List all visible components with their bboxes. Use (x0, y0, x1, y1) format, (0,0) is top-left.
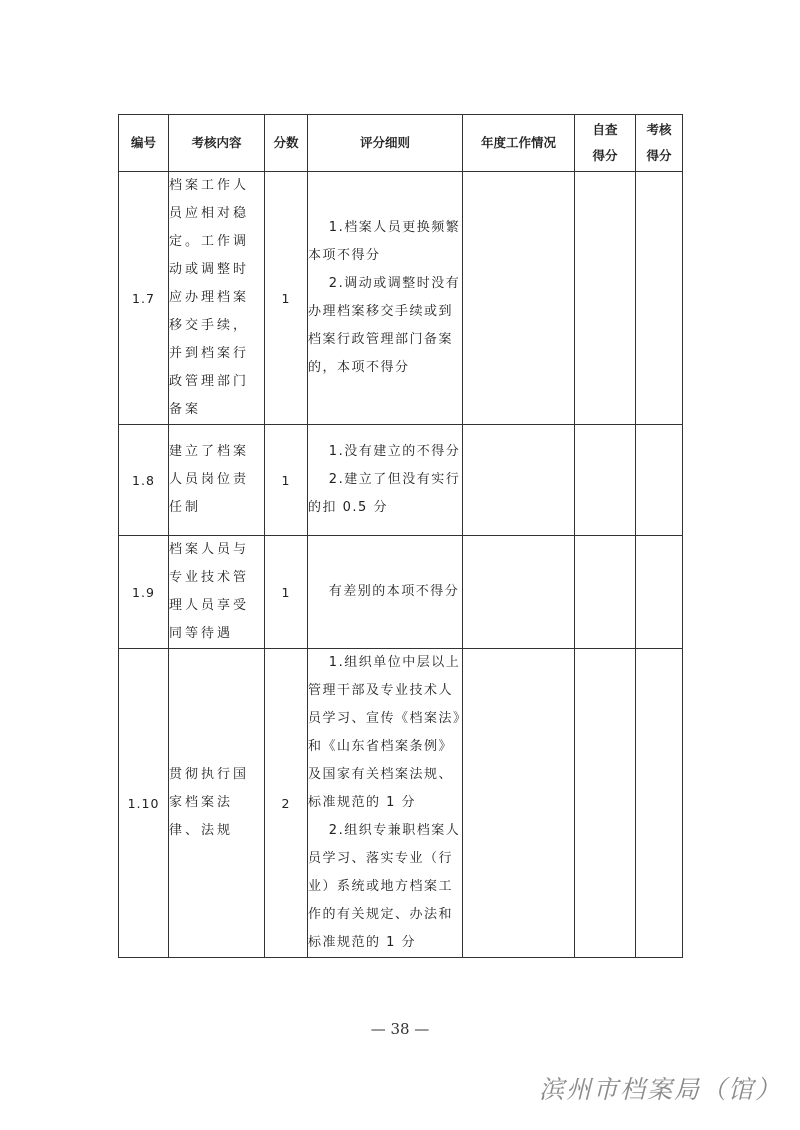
row-number: 1.8 (119, 425, 169, 536)
row-content: 档案工作人员应相对稳定。工作调动或调整时应办理档案移交手续，并到档案行政管理部门备案 (169, 172, 265, 425)
header-audit (636, 115, 683, 172)
annual-work-cell (463, 536, 575, 649)
rule-item: 2.调动或调整时没有办理档案移交手续或到档案行政管理部门备案的，本项不得分 (308, 276, 461, 375)
audit-cell (636, 172, 683, 425)
row-content: 建立了档案人员岗位责任制 (169, 425, 265, 536)
rule-item: 2.建立了但没有实行的扣 0.5 分 (308, 472, 461, 515)
rule-item: 2.组织专兼职档案人员学习、落实专业（行业）系统或地方档案工作的有关规定、办法和标准规范的 1 分 (308, 823, 461, 950)
rule-item: 1.没有建立的不得分 (328, 444, 461, 459)
row-content: 档案人员与专业技术管理人员享受同等待遇 (169, 536, 265, 649)
header-self-check-line2: 得分 (592, 148, 618, 163)
row-number: 1.9 (119, 536, 169, 649)
row-content: 贯彻执行国家档案法律、法规 (169, 649, 265, 958)
row-score: 1 (265, 172, 308, 425)
header-annual-work: 年度工作情况 (463, 115, 575, 172)
table-row (119, 425, 683, 536)
row-rules (308, 172, 463, 425)
table-row (119, 172, 683, 425)
row-score: 2 (265, 649, 308, 958)
self-check-cell (575, 425, 636, 536)
table-header-row (119, 115, 683, 172)
row-score: 1 (265, 425, 308, 536)
header-content: 考核内容 (169, 115, 265, 172)
audit-cell (636, 425, 683, 536)
row-number: 1.7 (119, 172, 169, 425)
page-number: — 38 — (370, 1020, 430, 1038)
assessment-table (118, 114, 683, 958)
audit-cell (636, 536, 683, 649)
header-rules: 评分细则 (308, 115, 463, 172)
header-self-check-line1: 自查 (592, 122, 618, 137)
row-score: 1 (265, 536, 308, 649)
self-check-cell (575, 649, 636, 958)
annual-work-cell (463, 172, 575, 425)
watermark: 滨州市档案局（馆） (538, 1075, 782, 1104)
table-row (119, 536, 683, 649)
annual-work-cell (463, 425, 575, 536)
header-number: 编号 (119, 115, 169, 172)
rule-item: 有差别的本项不得分 (328, 584, 460, 599)
audit-cell (636, 649, 683, 958)
self-check-cell (575, 172, 636, 425)
row-number: 1.10 (119, 649, 169, 958)
annual-work-cell (463, 649, 575, 958)
rule-item: 1.组织单位中层以上管理干部及专业技术人员学习、宣传《档案法》和《山东省档案条例》及国家有关档案法规、标准规范的 1 分 (308, 655, 462, 810)
header-audit-line1: 考核 (646, 122, 672, 137)
row-rules (308, 425, 463, 536)
self-check-cell (575, 536, 636, 649)
rule-item: 1.档案人员更换频繁本项不得分 (308, 220, 461, 263)
table-row (119, 649, 683, 958)
row-rules (308, 536, 463, 649)
header-audit-line2: 得分 (646, 148, 672, 163)
row-rules (308, 649, 463, 958)
header-self-check (575, 115, 636, 172)
header-score: 分数 (265, 115, 308, 172)
